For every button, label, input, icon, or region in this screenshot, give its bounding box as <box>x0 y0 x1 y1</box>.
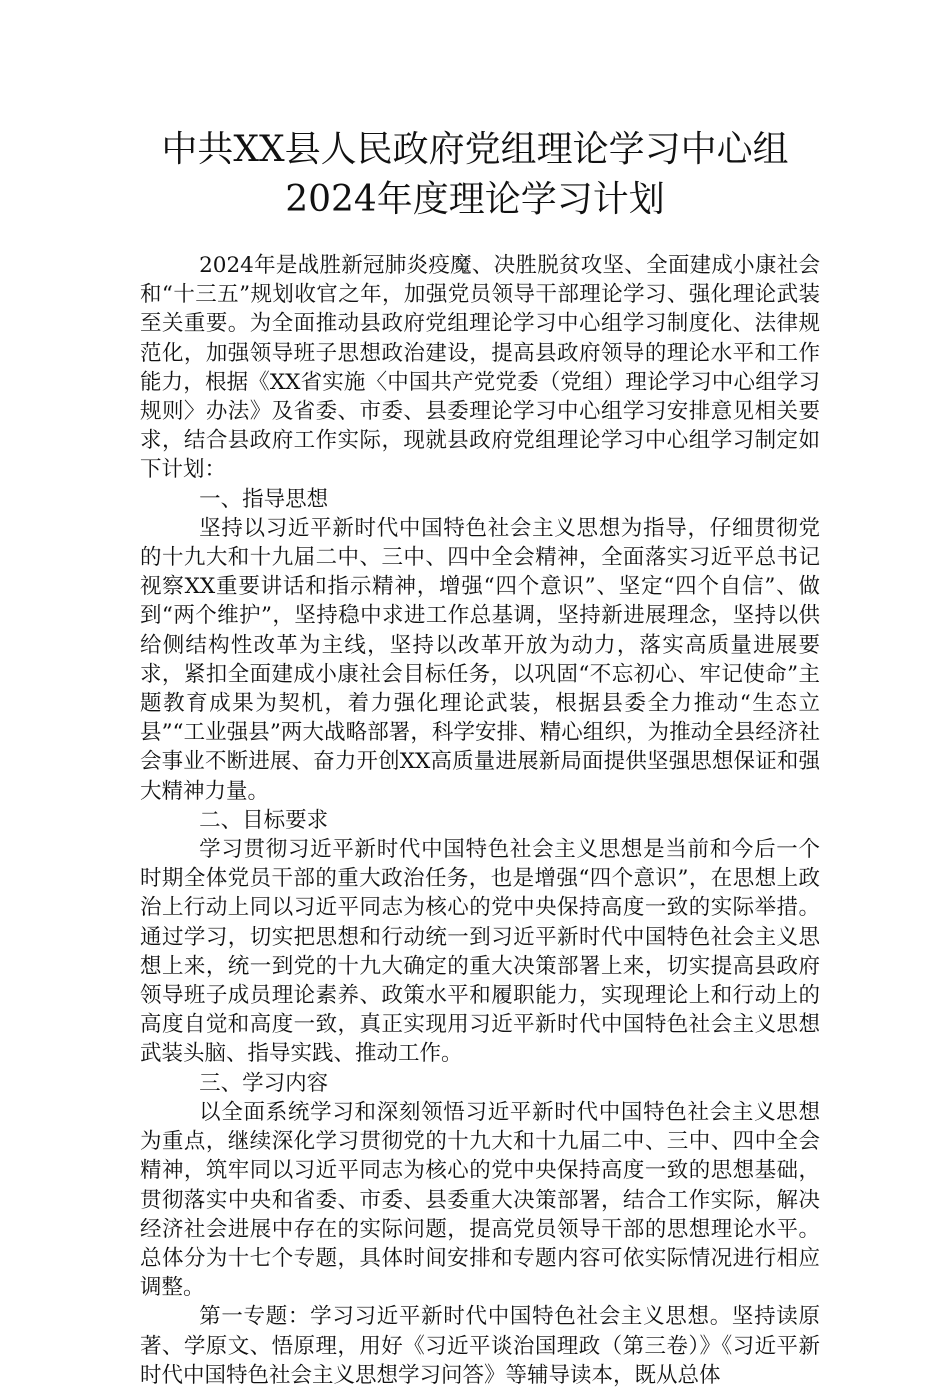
section-heading-study-content: 三、学习内容 <box>199 1070 329 1096</box>
topic-one-paragraph: 第一专题：学习习近平新时代中国特色社会主义思想。坚持读原著、学原文、悟原理，用好《习近平谈治国理政（第三卷）》《习近平新时代中国特色社会主义思想学习问答》等辅导读本，既从总体 <box>140 1304 820 1388</box>
objectives-paragraph: 学习贯彻习近平新时代中国特色社会主义思想是当前和今后一个时期全体党员干部的重大政治任务，也是增强“四个意识”，在思想上政治上行动上同以习近平同志为核心的党中央保持高度一致的实际举措。通过学习，切实把思想和行动统一到习近平新时代中国特色社会主义思想上来，统一到党的十九大确定的重大决策部署上来，切实提高县政府领导班子成员理论素养、政策水平和履职能力，实现理论上和行动上的高度自觉和高度一致，真正实现用习近平新时代中国特色社会主义思想武装头脑、指导实践、推动工作。 <box>140 837 820 1067</box>
section-heading-objectives: 二、目标要求 <box>199 807 329 833</box>
guiding-ideology-paragraph: 坚持以习近平新时代中国特色社会主义思想为指导，仔细贯彻党的十九大和十九届二中、三中、四中全会精神，全面落实习近平总书记视察XX重要讲话和指示精神，增强“四个意识”、坚定“四个自信”、做到“两个维护”，坚持稳中求进工作总基调，坚持新进展理念，坚持以供给侧结构性改革为主线，坚持以改革开放为动力，落实高质量进展要求，紧扣全面建成小康社会目标任务，以巩固“不忘初心、牢记使命”主题教育成果为契机，着力强化理论武装，根据县委全力推动“生态立县”“工业强县”两大战略部署，科学安排、精心组织，为推动全县经济社会事业不断进展、奋力开创XX高质量进展新局面提供坚强思想保证和强大精神力量。 <box>140 515 820 804</box>
section-heading-guiding-ideology: 一、指导思想 <box>199 486 329 512</box>
document-title-line-2: 2024年度理论学习计划 <box>285 179 665 220</box>
intro-paragraph: 2024年是战胜新冠肺炎疫魔、决胜脱贫攻坚、全面建成小康社会和“十三五”规划收官之年，加强党员领导干部理论学习、强化理论武装至关重要。为全面推动县政府党组理论学习中心组学习制度化、法律规范化，加强领导班子思想政治建设，提高县政府领导的理论水平和工作能力，根据《XX省实施〈中国共产党党委（党组）理论学习中心组学习规则〉办法》及省委、市委、县委理论学习中心组学习安排意见相关要求，结合县政府工作实际，现就县政府党组理论学习中心组学习制定如下计划： <box>140 253 820 483</box>
study-content-paragraph: 以全面系统学习和深刻领悟习近平新时代中国特色社会主义思想为重点，继续深化学习贯彻党的十九大和十九届二中、三中、四中全会精神，筑牢同以习近平同志为核心的党中央保持高度一致的思想基础，贯彻落实中央和省委、市委、县委重大决策部署，结合工作实际，解决经济社会进展中存在的实际问题，提高党员领导干部的思想理论水平。总体分为十七个专题，具体时间安排和专题内容可依实际情况进行相应调整。 <box>140 1099 820 1301</box>
document-title-line-1: 中共XX县人民政府党组理论学习中心组 <box>161 129 789 170</box>
document-body <box>140 251 820 1390</box>
